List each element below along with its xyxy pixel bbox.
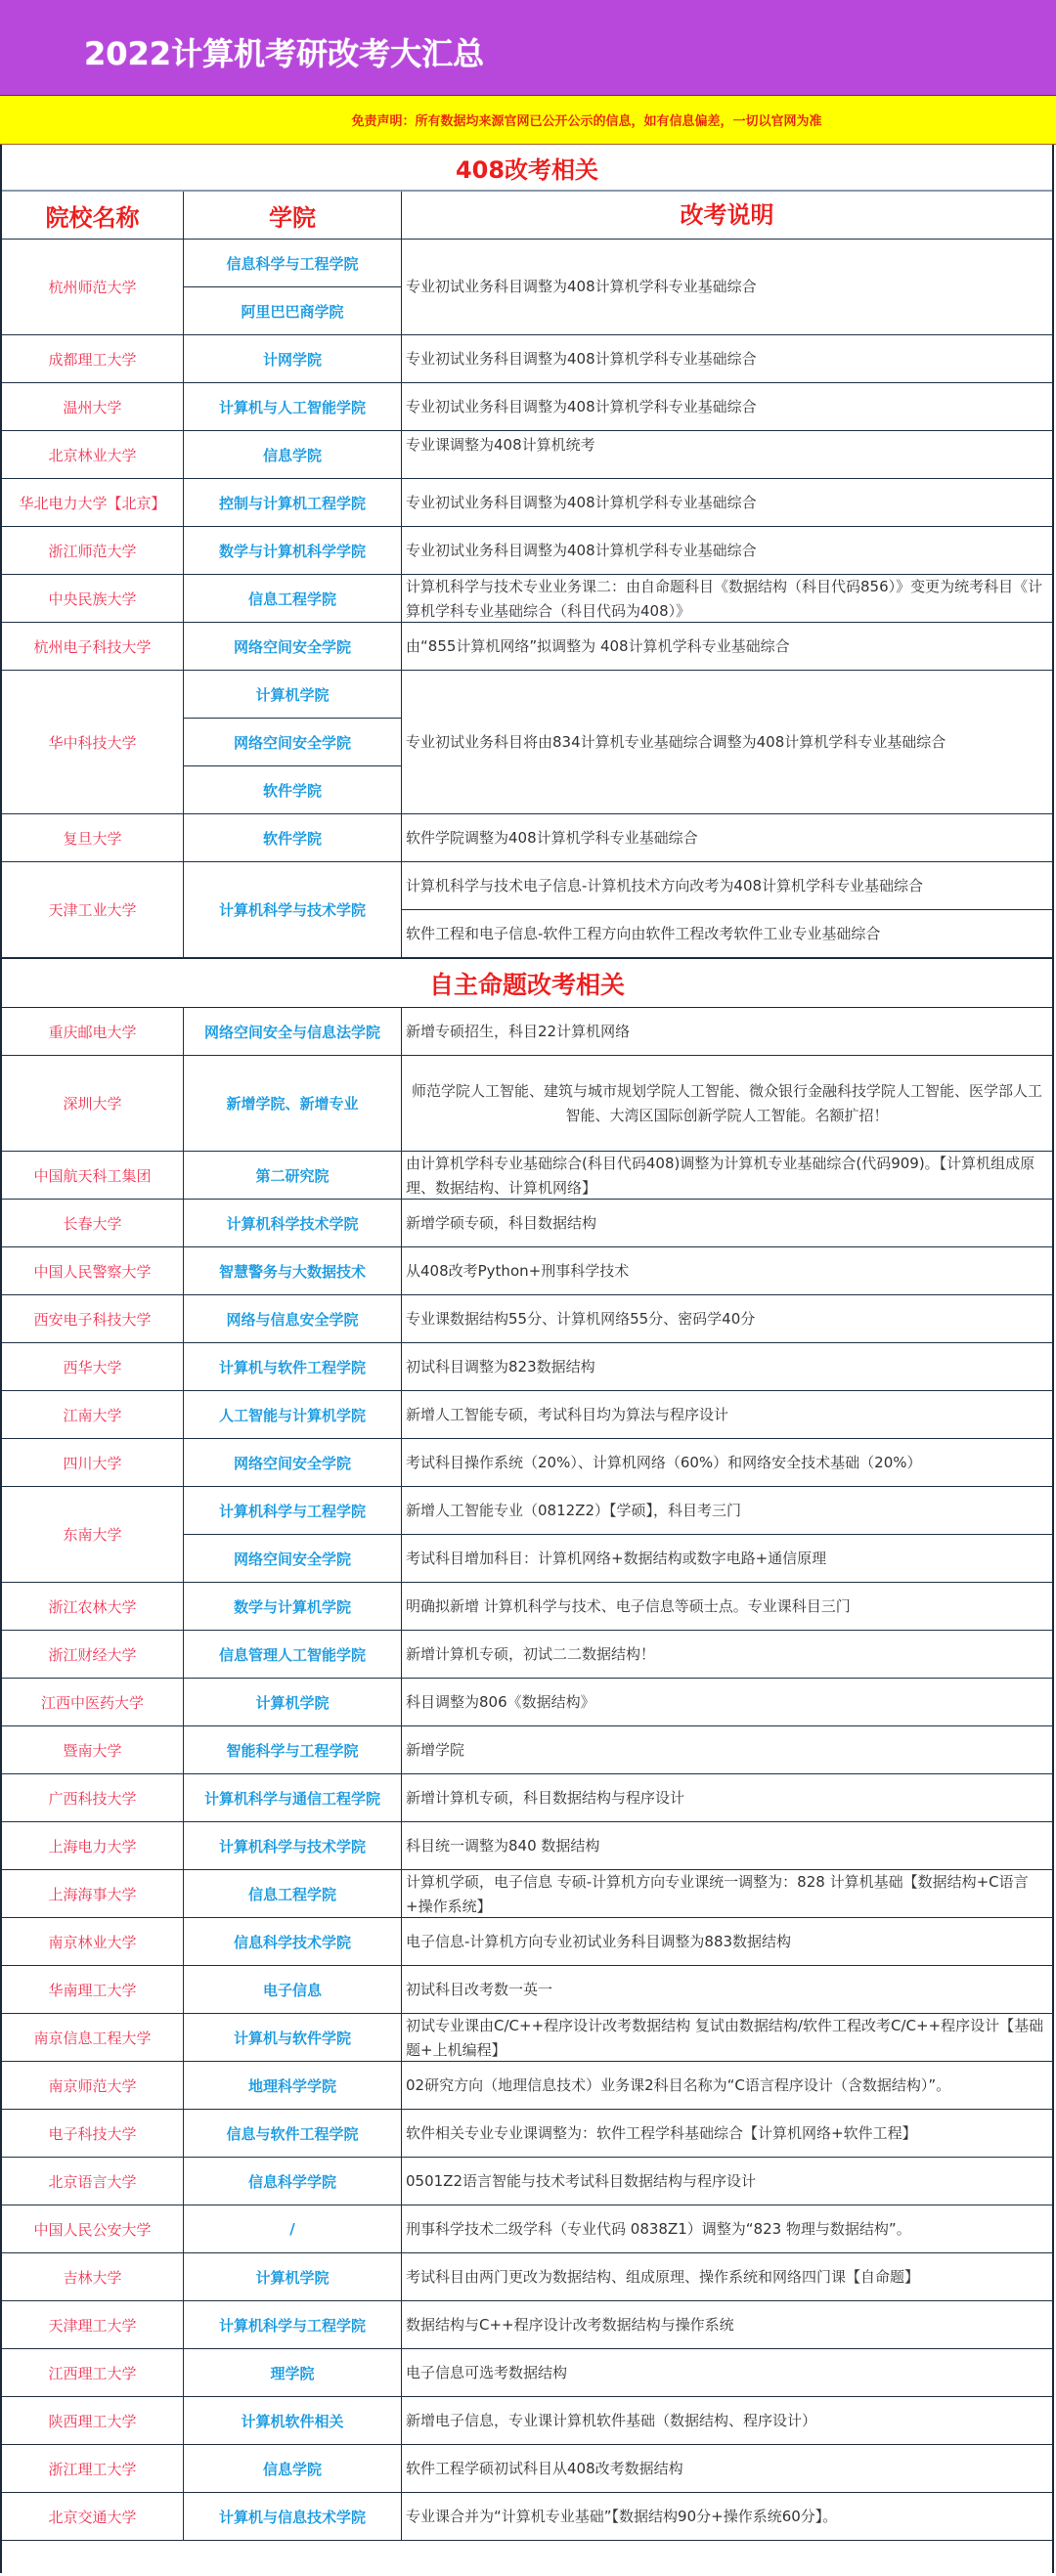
change-description: 初试科目改考数一英一: [406, 1980, 553, 1998]
description-group: [402, 1200, 1052, 1246]
description-group: [402, 335, 1052, 382]
description-group: [402, 1295, 1052, 1342]
change-description: 科目统一调整为840 数据结构: [406, 1836, 600, 1855]
column-header-school: 院校名称: [2, 192, 184, 239]
change-description: 由计算机学科专业基础综合(科目代码408)调整为计算机专业基础综合(代码909)。【计算机组成原理、数据结构、计算机网络】: [406, 1155, 1035, 1197]
change-description: 软件工程学硕初试科目从408改考数据结构: [406, 2459, 683, 2477]
college-name: 计算机与信息技术学院: [218, 2508, 366, 2526]
change-description: 从408改考Python+刑事科学技术: [406, 1261, 630, 1280]
table-row: [2, 2205, 1052, 2253]
description-group: [402, 1008, 1052, 1055]
college-name: 地理科学学院: [247, 2076, 336, 2095]
college-group: [184, 527, 402, 574]
description-group: [402, 814, 1052, 861]
description-group: [402, 1679, 1052, 1725]
table-row: [2, 1966, 1052, 2014]
college-group: [184, 2397, 402, 2444]
change-description: 专业初试业务科目调整为408计算机学科专业基础综合: [406, 278, 757, 295]
school-name: 中国人民公安大学: [2, 2205, 184, 2252]
college-group: [184, 1439, 402, 1486]
college-name: 信息科学学院: [247, 2172, 336, 2191]
college-name: 计算机科学与技术学院: [218, 901, 366, 919]
college-group: [184, 1056, 402, 1151]
college-name: 网络空间安全学院: [184, 718, 401, 765]
change-description: 计算机学硕，电子信息 专硕-计算机方向专业课统一调整为：828 计算机基础【数据结构+C语言+操作系统】: [406, 1873, 1029, 1915]
college-name: 信息工程学院: [247, 1885, 336, 1903]
school-name: 西安电子科技大学: [2, 1295, 184, 1342]
college-name: 第二研究院: [255, 1166, 330, 1185]
school-name: 浙江师范大学: [2, 527, 184, 574]
college-name: 新增学院、新增专业: [226, 1095, 359, 1113]
table-row: [2, 2397, 1052, 2445]
change-description: 专业课合并为“计算机专业基础”【数据结构90分+操作系统60分】。: [406, 2507, 838, 2525]
page-title: 2022计算机考研改考大汇总: [84, 35, 485, 72]
disclaimer-bar: [0, 96, 1056, 145]
change-description: 考试科目由两门更改为数据结构、组成原理、操作系统和网络四门课【自命题】: [406, 2267, 920, 2286]
change-description: 计算机科学与技术电子信息-计算机技术方向改考为408计算机学科专业基础综合: [406, 876, 924, 895]
change-description: 由“855计算机网络”拟调整为 408计算机学科专业基础综合: [406, 636, 790, 655]
college-name: 计算机与人工智能学院: [218, 398, 366, 416]
change-description: 数据结构与C++程序设计改考数据结构与操作系统: [406, 2315, 734, 2334]
table-row: [2, 2062, 1052, 2110]
school-name: 江西中医药大学: [2, 1679, 184, 1725]
school-name: 华北电力大学【北京】: [2, 479, 184, 526]
college-group: [184, 1487, 402, 1582]
college-group: [184, 862, 402, 957]
table-row: [2, 527, 1052, 575]
column-header-description-wrap: [402, 192, 1052, 239]
college-name: 数学与计算机科学学院: [218, 542, 366, 560]
table-row: [2, 1870, 1052, 1918]
school-name: 中国航天科工集团: [2, 1152, 184, 1199]
college-name: 软件学院: [262, 829, 322, 848]
table-row: [2, 2110, 1052, 2158]
change-description: 02研究方向（地理信息技术）业务课2科目名称为“C语言程序设计（含数据结构）”。: [406, 2075, 951, 2094]
description-group: [402, 240, 1052, 334]
school-name: 上海海事大学: [2, 1870, 184, 1917]
school-name: 华中科技大学: [2, 671, 184, 813]
change-description: 专业初试业务科目调整为408计算机学科专业基础综合: [406, 349, 757, 368]
description-group: [402, 431, 1052, 478]
school-name: 杭州师范大学: [2, 240, 184, 334]
change-description: 专业初试业务科目调整为408计算机学科专业基础综合: [406, 397, 757, 415]
description-group: [402, 862, 1052, 957]
description-group: [402, 575, 1052, 622]
college-group: [184, 575, 402, 622]
college-name: 理学院: [270, 2364, 315, 2382]
change-description: 新增人工智能专业（0812Z2）【学硕】，科目考三门: [406, 1501, 741, 1519]
change-description: 新增专硕招生，科目22计算机网络: [406, 1022, 631, 1040]
school-name: 暨南大学: [2, 1726, 184, 1773]
title-banner: [0, 0, 1056, 96]
school-name: 天津理工大学: [2, 2301, 184, 2348]
description-group: [402, 527, 1052, 574]
change-description: 电子信息-计算机方向专业初试业务科目调整为883数据结构: [406, 1932, 792, 1950]
school-name: 江南大学: [2, 1391, 184, 1438]
college-group: [184, 1966, 402, 2013]
description-group: [402, 1822, 1052, 1869]
school-name: 上海电力大学: [2, 1822, 184, 1869]
change-description: 新增人工智能专硕，考试科目均为算法与程序设计: [406, 1405, 729, 1423]
college-name: 信息科学技术学院: [233, 1933, 351, 1951]
table-row: [2, 2253, 1052, 2301]
table-row: [2, 1247, 1052, 1295]
change-description: 专业初试业务科目调整为408计算机学科专业基础综合: [406, 541, 757, 559]
college-group: [184, 2349, 402, 2396]
college-name: 计算机学院: [255, 1693, 330, 1712]
school-name: 天津工业大学: [2, 862, 184, 957]
description-group: [402, 671, 1052, 813]
description-group: [402, 1439, 1052, 1486]
section-title-self-set: 自主命题改考相关: [2, 958, 1052, 1008]
college-group: [184, 1726, 402, 1773]
description-group: [402, 1343, 1052, 1390]
change-description: 考试科目增加科目：计算机网络+数据结构或数字电路+通信原理: [402, 1534, 1052, 1582]
college-name: 信息科学与工程学院: [226, 254, 359, 273]
description-group: [402, 1152, 1052, 1199]
college-name: 网络与信息安全学院: [226, 1310, 359, 1329]
school-name: 复旦大学: [2, 814, 184, 861]
disclaimer-text: 免责声明：所有数据均来源官网已公开公示的信息，如有信息偏差，一切以官网为准: [351, 114, 822, 129]
school-name: 中央民族大学: [2, 575, 184, 622]
change-description: 新增计算机专硕，初试二二数据结构！: [406, 1644, 656, 1663]
change-description: 刑事科学技术二级学科（专业代码 0838Z1）调整为“823 物理与数据结构”。: [406, 2219, 911, 2238]
table-row: [2, 1822, 1052, 1870]
college-group: [184, 814, 402, 861]
school-name: 浙江农林大学: [2, 1583, 184, 1630]
college-name: 计算机科学与工程学院: [218, 2316, 366, 2335]
school-name: 浙江理工大学: [2, 2445, 184, 2492]
table-row: [2, 383, 1052, 431]
description-group: [402, 2349, 1052, 2396]
school-name: 南京信息工程大学: [2, 2014, 184, 2061]
change-description: 电子信息可选考数据结构: [406, 2363, 568, 2381]
table-row: [2, 1391, 1052, 1439]
college-name: 智慧警务与大数据技术: [218, 1262, 366, 1281]
column-header-college: 学院: [269, 203, 316, 232]
description-group: [402, 2014, 1052, 2061]
college-name: 计算机科学技术学院: [226, 1214, 359, 1233]
college-group: [184, 2110, 402, 2157]
change-description: 专业课调整为408计算机统考: [406, 436, 595, 454]
description-group: [402, 1247, 1052, 1294]
college-group: [184, 335, 402, 382]
college-name: 计算机学院: [255, 2268, 330, 2287]
college-group: [184, 479, 402, 526]
table-row: [2, 1343, 1052, 1391]
table-row: [2, 1679, 1052, 1726]
description-group: [402, 1631, 1052, 1678]
college-name: 计算机与软件工程学院: [218, 1358, 366, 1376]
college-name: 网络空间安全与信息法学院: [203, 1023, 380, 1041]
college-group: [184, 623, 402, 670]
change-description: 考试科目操作系统（20%）、计算机网络（60%）和网络安全技术基础（20%）: [406, 1453, 922, 1471]
college-group: [184, 1583, 402, 1630]
table-row: [2, 2158, 1052, 2205]
school-name: 东南大学: [2, 1487, 184, 1582]
table-row: [2, 1295, 1052, 1343]
school-name: 成都理工大学: [2, 335, 184, 382]
section-self-set-rows: [2, 1008, 1052, 2541]
table-row: [2, 671, 1052, 814]
college-name: /: [289, 2220, 295, 2238]
college-name: 智能科学与工程学院: [226, 1741, 359, 1760]
college-group: [184, 240, 402, 334]
college-name: 人工智能与计算机学院: [218, 1406, 366, 1424]
college-name: 控制与计算机工程学院: [218, 494, 366, 512]
college-group: [184, 1918, 402, 1965]
description-group: [402, 1870, 1052, 1917]
school-name: 华南理工大学: [2, 1966, 184, 2013]
college-name: 信息与软件工程学院: [226, 2124, 359, 2143]
change-description: 软件相关专业专业课调整为：软件工程学科基础综合【计算机网络+软件工程】: [406, 2123, 917, 2142]
college-name: 软件学院: [184, 765, 401, 813]
description-group: [402, 2493, 1052, 2540]
college-name: 数学与计算机学院: [233, 1597, 351, 1616]
table-row: [2, 479, 1052, 527]
table-row: [2, 623, 1052, 671]
school-name: 中国人民警察大学: [2, 1247, 184, 1294]
description-group: [402, 1726, 1052, 1773]
school-name: 深圳大学: [2, 1056, 184, 1151]
table-row: [2, 1008, 1052, 1056]
table-row: [2, 1056, 1052, 1152]
college-group: [184, 2493, 402, 2540]
description-group: [402, 1391, 1052, 1438]
school-name: 南京师范大学: [2, 2062, 184, 2109]
description-group: [402, 2301, 1052, 2348]
description-group: [402, 1966, 1052, 2013]
college-name: 网络空间安全学院: [184, 1534, 401, 1582]
change-description: 新增学院: [406, 1740, 465, 1759]
table-row: [2, 1774, 1052, 1822]
college-name: 网络空间安全学院: [233, 637, 351, 656]
change-description: 明确拟新增 计算机科学与技术、电子信息等硕士点。专业课科目三门: [406, 1596, 851, 1615]
school-name: 陕西理工大学: [2, 2397, 184, 2444]
description-group: [402, 1056, 1052, 1151]
school-name: 广西科技大学: [2, 1774, 184, 1821]
college-group: [184, 1247, 402, 1294]
table-header-row: [2, 192, 1052, 240]
school-name: 杭州电子科技大学: [2, 623, 184, 670]
description-group: [402, 2205, 1052, 2252]
college-name: 计网学院: [262, 350, 322, 369]
college-group: [184, 383, 402, 430]
college-name: 计算机科学与工程学院: [218, 1502, 366, 1520]
description-group: [402, 2158, 1052, 2205]
table-row: [2, 2014, 1052, 2062]
table-row: [2, 1152, 1052, 1200]
change-description: 专业初试业务科目将由834计算机专业基础综合调整为408计算机学科专业基础综合: [406, 732, 946, 751]
college-name: 阿里巴巴商学院: [184, 286, 401, 334]
column-header-description: 改考说明: [680, 200, 774, 229]
school-name: 南京林业大学: [2, 1918, 184, 1965]
section-408-rows: [2, 240, 1052, 958]
college-group: [184, 1391, 402, 1438]
college-name: 信息管理人工智能学院: [218, 1645, 366, 1664]
change-description: 科目调整为806《数据结构》: [406, 1692, 595, 1711]
school-name: 北京语言大学: [2, 2158, 184, 2205]
exam-change-table: [0, 145, 1054, 2573]
school-name: 北京交通大学: [2, 2493, 184, 2540]
college-group: [184, 1343, 402, 1390]
description-group: [402, 2253, 1052, 2300]
school-name: 电子科技大学: [2, 2110, 184, 2157]
change-description: 新增学硕专硕，科目数据结构: [406, 1213, 597, 1232]
college-group: [184, 671, 402, 813]
college-group: [184, 1631, 402, 1678]
college-name: 计算机学院: [255, 685, 330, 704]
college-name: 计算机科学与技术学院: [218, 1837, 366, 1856]
section-title-408: 408改考相关: [2, 145, 1052, 192]
college-group: [184, 1870, 402, 1917]
table-row: [2, 1439, 1052, 1487]
table-row: [2, 1918, 1052, 1966]
change-description: 初试科目调整为823数据结构: [406, 1357, 595, 1375]
table-row: [2, 431, 1052, 479]
description-group: [402, 2062, 1052, 2109]
table-tail: [2, 2541, 1052, 2573]
college-group: [184, 431, 402, 478]
change-description: 软件工程和电子信息-软件工程方向由软件工程改考软件工业专业基础综合: [402, 909, 1052, 957]
change-description: 计算机科学与技术专业业务课二：由自命题科目《数据结构（科目代码856）》变更为统考科目《计算机学科专业基础综合（科目代码为408）》: [406, 578, 1043, 620]
table-row: [2, 335, 1052, 383]
college-name: 信息工程学院: [247, 589, 336, 608]
college-group: [184, 2301, 402, 2348]
college-name: 信息学院: [262, 2460, 322, 2478]
change-description: 专业课数据结构55分、计算机网络55分、密码学40分: [406, 1309, 756, 1328]
college-group: [184, 2014, 402, 2061]
description-group: [402, 2445, 1052, 2492]
column-header-college-wrap: [184, 192, 402, 239]
table-row: [2, 2301, 1052, 2349]
college-group: [184, 1152, 402, 1199]
college-name: 网络空间安全学院: [233, 1454, 351, 1472]
school-name: 吉林大学: [2, 2253, 184, 2300]
table-row: [2, 1200, 1052, 1247]
school-name: 重庆邮电大学: [2, 1008, 184, 1055]
change-description: 专业初试业务科目调整为408计算机学科专业基础综合: [406, 493, 757, 511]
description-group: [402, 1487, 1052, 1582]
school-name: 西华大学: [2, 1343, 184, 1390]
description-group: [402, 2397, 1052, 2444]
table-row: [2, 1487, 1052, 1583]
change-description: 新增电子信息，专业课计算机软件基础（数据结构、程序设计）: [406, 2411, 817, 2429]
college-group: [184, 2253, 402, 2300]
table-row: [2, 575, 1052, 623]
change-description: 软件学院调整为408计算机学科专业基础综合: [406, 828, 698, 847]
description-group: [402, 479, 1052, 526]
college-group: [184, 1200, 402, 1246]
description-group: [402, 2110, 1052, 2157]
description-group: [402, 383, 1052, 430]
description-group: [402, 1918, 1052, 1965]
change-description: 初试专业课由C/C++程序设计改考数据结构 复试由数据结构/软件工程改考C/C++程序设计【基础题+上机编程】: [406, 2017, 1044, 2059]
college-name: 信息学院: [262, 446, 322, 464]
college-group: [184, 1008, 402, 1055]
college-name: 计算机与软件学院: [233, 2029, 351, 2047]
college-group: [184, 1679, 402, 1725]
college-group: [184, 1774, 402, 1821]
school-name: 北京林业大学: [2, 431, 184, 478]
description-group: [402, 1583, 1052, 1630]
college-name: 计算机科学与通信工程学院: [203, 1789, 380, 1808]
description-group: [402, 1774, 1052, 1821]
table-row: [2, 1631, 1052, 1679]
school-name: 四川大学: [2, 1439, 184, 1486]
college-group: [184, 2158, 402, 2205]
school-name: 浙江财经大学: [2, 1631, 184, 1678]
college-group: [184, 2445, 402, 2492]
school-name: 温州大学: [2, 383, 184, 430]
college-name: 电子信息: [262, 1981, 322, 1999]
change-description: 师范学院人工智能、建筑与城市规划学院人工智能、微众银行金融科技学院人工智能、医学部人工智能、大湾区国际创新学院人工智能。名额扩招！: [411, 1081, 1042, 1124]
table-row: [2, 2349, 1052, 2397]
table-row: [2, 814, 1052, 862]
table-row: [2, 1726, 1052, 1774]
college-name: 计算机软件相关: [241, 2412, 344, 2430]
table-row: [2, 862, 1052, 958]
change-description: 新增计算机专硕，科目数据结构与程序设计: [406, 1788, 685, 1807]
college-group: [184, 2062, 402, 2109]
table-row: [2, 2493, 1052, 2541]
description-group: [402, 623, 1052, 670]
college-group: [184, 1822, 402, 1869]
college-group: [184, 2205, 402, 2252]
school-name: 长春大学: [2, 1200, 184, 1246]
table-row: [2, 1583, 1052, 1631]
table-row: [2, 240, 1052, 335]
table-row: [2, 2445, 1052, 2493]
change-description: 0501Z2语言智能与技术考试科目数据结构与程序设计: [406, 2171, 756, 2190]
college-group: [184, 1295, 402, 1342]
school-name: 江西理工大学: [2, 2349, 184, 2396]
